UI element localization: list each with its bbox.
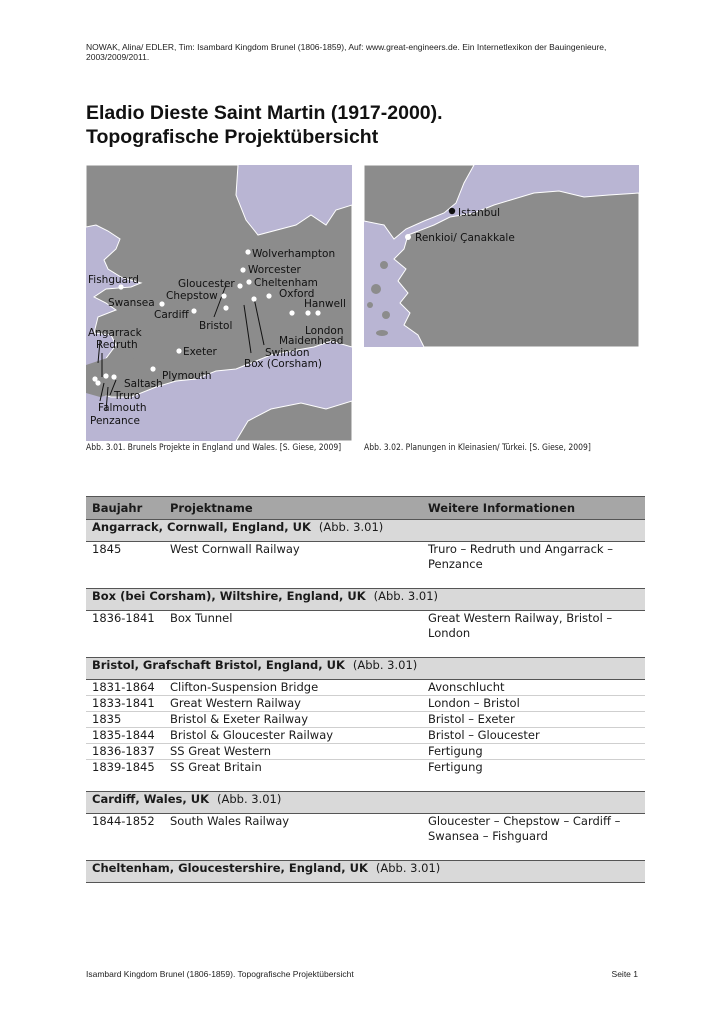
group-row-bristol <box>86 658 645 680</box>
cell-projektname: South Wales Railway <box>170 814 290 828</box>
cell-informationen: Bristol – Gloucester <box>422 728 645 744</box>
map-label-redruth: Redruth <box>96 339 138 351</box>
cell-projektname: Bristol & Gloucester Railway <box>164 728 422 744</box>
map-label-truro: Truro <box>114 390 141 402</box>
group-title: Cheltenham, Gloucestershire, England, UK <box>92 861 368 875</box>
cell-baujahr: 1836-1841 <box>92 611 155 625</box>
map-label-renkioi: Renkioi/ Çanakkale <box>415 232 515 244</box>
cell-projektname: Clifton-Suspension Bridge <box>164 680 422 696</box>
cell-baujahr: 1835-1844 <box>86 728 164 744</box>
map-label-swansea: Swansea <box>108 297 155 309</box>
cell-informationen: Avonschlucht <box>422 680 645 696</box>
group-title: Cardiff, Wales, UK <box>92 792 209 806</box>
map-label-cardiff: Cardiff <box>154 309 189 321</box>
cell-projektname: SS Great Britain <box>170 760 262 774</box>
group-row-angarrack <box>86 520 645 542</box>
map-label-wolverhampton: Wolverhampton <box>252 248 336 260</box>
map-label-box-corsham: Box (Corsham) <box>244 358 322 370</box>
map-label-oxford: Oxford <box>279 288 315 300</box>
citation-header: NOWAK, Alina/ EDLER, Tim: Isambard Kingdom Brunel (1806-1859), Auf: www.great-engineers.de. Ein Internetlexikon der Bauingenieure, 2003/2009/2011. <box>86 42 607 62</box>
map-england-wales <box>86 165 352 441</box>
table-row <box>86 744 645 760</box>
cell-baujahr: 1835 <box>86 712 164 728</box>
map-label-exeter: Exeter <box>183 346 217 358</box>
map-label-swindon: Swindon <box>265 347 310 359</box>
table-row <box>86 760 645 776</box>
project-table <box>86 496 645 883</box>
group-ref: (Abb. 3.01) <box>216 792 282 806</box>
map-label-plymouth: Plymouth <box>162 370 212 382</box>
map-turkey-svg <box>364 165 639 347</box>
cell-informationen: Bristol – Exeter <box>422 712 645 728</box>
group-title: Bristol, Grafschaft Bristol, England, UK <box>92 658 345 672</box>
footer-title: Isambard Kingdom Brunel (1806-1859). Topografische Projektübersicht <box>86 969 354 979</box>
caption-fig-3-01: Abb. 3.01. Brunels Projekte in England und Wales. [S. Giese, 2009] <box>86 443 342 453</box>
table-row <box>86 814 645 845</box>
group-ref: (Abb. 3.01) <box>352 658 418 672</box>
header-baujahr: Baujahr <box>86 497 164 520</box>
table-spacer <box>86 844 645 861</box>
map-england-wales-svg <box>86 165 352 441</box>
map-label-cheltenham: Cheltenham <box>254 277 318 289</box>
group-ref: (Abb. 3.01) <box>318 520 384 534</box>
cell-baujahr: 1833-1841 <box>86 696 164 712</box>
cell-projektname: Bristol & Exeter Railway <box>164 712 422 728</box>
page-title-line-1: Eladio Dieste Saint Martin (1917-2000). <box>86 102 443 124</box>
table-row <box>86 611 645 642</box>
table-spacer <box>86 775 645 792</box>
table-row <box>86 680 645 696</box>
table-row <box>86 728 645 744</box>
map-label-london: London <box>305 325 344 337</box>
cell-informationen: Gloucester – Chepstow – Cardiff – Swansea – Fishguard <box>428 814 621 843</box>
cell-baujahr: 1839-1845 <box>92 760 155 774</box>
caption-fig-3-02: Abb. 3.02. Planungen in Kleinasien/ Türkei. [S. Giese, 2009] <box>364 443 591 453</box>
cell-informationen: Fertigung <box>422 744 645 760</box>
map-landmass-france <box>236 401 352 441</box>
group-title: Box (bei Corsham), Wiltshire, England, UK <box>92 589 366 603</box>
table-spacer <box>86 641 645 658</box>
page-title-line-2: Topografische Projektübersicht <box>86 126 379 148</box>
map-label-hanwell: Hanwell <box>304 298 346 310</box>
page-title <box>86 101 646 149</box>
cell-informationen: Fertigung <box>428 760 483 774</box>
header-weitere-informationen: Weitere Informationen <box>422 497 645 520</box>
cell-projektname: Great Western Railway <box>164 696 422 712</box>
cell-baujahr: 1836-1837 <box>86 744 164 760</box>
table-row <box>86 712 645 728</box>
map-label-saltash: Saltash <box>124 378 163 390</box>
cell-baujahr: 1831-1864 <box>86 680 164 696</box>
cell-informationen: London – Bristol <box>422 696 645 712</box>
cell-baujahr: 1845 <box>92 542 122 556</box>
map-label-chepstow: Chepstow <box>166 290 218 302</box>
map-label-falmouth: Falmouth <box>98 402 147 414</box>
map-islands <box>367 261 390 336</box>
cell-informationen: Truro – Redruth und Angarrack – Penzance <box>428 542 613 571</box>
group-title: Angarrack, Cornwall, England, UK <box>92 520 311 534</box>
map-label-bristol: Bristol <box>199 320 233 332</box>
cell-informationen: Great Western Railway, Bristol – London <box>428 611 613 640</box>
table-header-row <box>86 497 645 520</box>
footer-page-number: Seite 1 <box>611 969 638 979</box>
map-label-maidenhead: Maidenhead <box>279 335 344 347</box>
cell-baujahr: 1844-1852 <box>92 814 155 828</box>
group-row-cardiff <box>86 792 645 814</box>
cell-projektname: Box Tunnel <box>170 611 233 625</box>
map-label-istanbul: Istanbul <box>458 207 501 219</box>
group-ref: (Abb. 3.01) <box>373 589 438 603</box>
map-label-gloucester: Gloucester <box>178 278 235 290</box>
map-label-penzance: Penzance <box>90 415 140 427</box>
map-dot-istanbul <box>449 208 455 214</box>
header-projektname: Projektname <box>164 497 422 520</box>
table-spacer <box>86 572 645 589</box>
group-row-box <box>86 589 645 611</box>
map-label-worcester: Worcester <box>248 264 301 276</box>
map-label-fishguard: Fishguard <box>88 274 139 286</box>
group-ref: (Abb. 3.01) <box>375 861 441 875</box>
cell-projektname: SS Great Western <box>164 744 422 760</box>
table-row <box>86 542 645 573</box>
table-row <box>86 696 645 712</box>
group-row-cheltenham <box>86 861 645 883</box>
map-turkey <box>364 165 639 347</box>
map-dot-renkioi <box>405 234 411 240</box>
map-label-angarrack: Angarrack <box>88 327 142 339</box>
cell-projektname: West Cornwall Railway <box>170 542 300 556</box>
